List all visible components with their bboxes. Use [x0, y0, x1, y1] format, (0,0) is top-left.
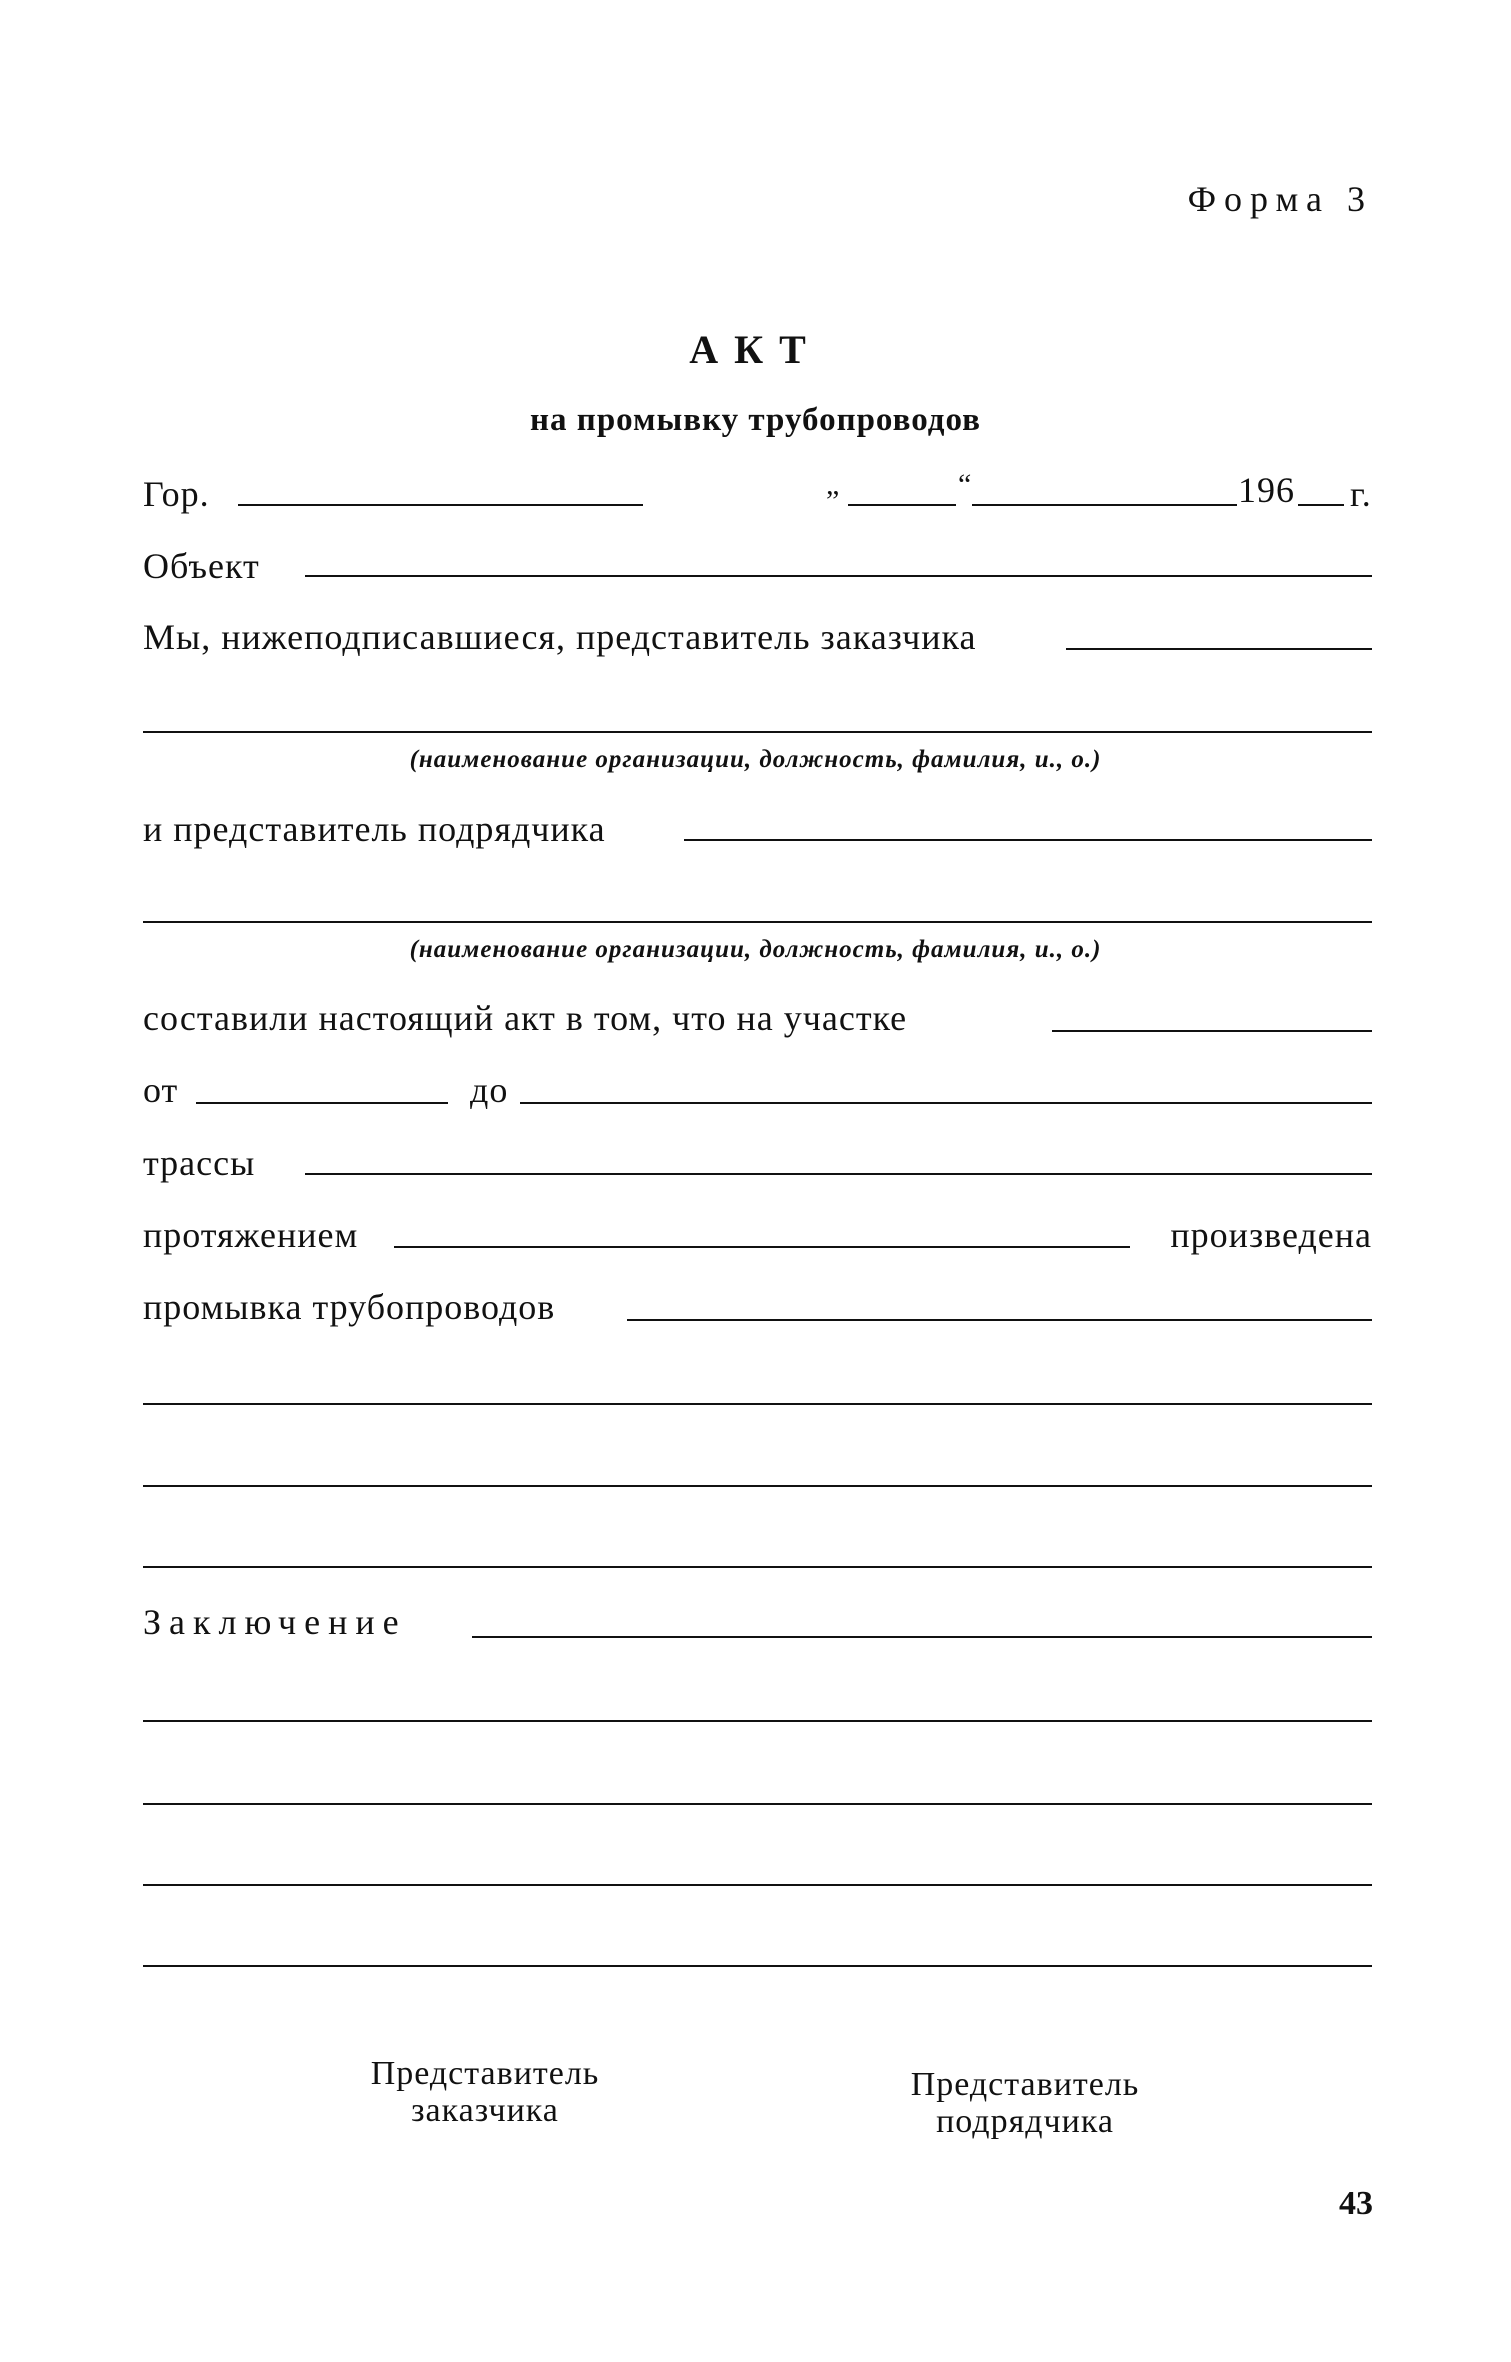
city-label: Гор.	[143, 474, 210, 514]
customer-signature-block	[330, 2055, 640, 2130]
year-suffix: г.	[1350, 474, 1372, 514]
flushing-field[interactable]	[627, 1319, 1372, 1321]
flushing-field-2[interactable]	[143, 1403, 1372, 1405]
org-caption-1: (наименование организации, должность, фамилия, и., о.)	[409, 746, 1102, 773]
form-number: Форма 3	[1187, 179, 1373, 219]
flushing-label: промывка трубопроводов	[143, 1287, 556, 1327]
document-subtitle: на промывку трубопроводов	[530, 402, 981, 438]
contractor-signature-block	[870, 2066, 1180, 2141]
route-field[interactable]	[305, 1173, 1372, 1175]
object-field[interactable]	[305, 575, 1372, 577]
page-number: 43	[1339, 2185, 1373, 2222]
customer-signature-line2: заказчика	[411, 2092, 559, 2130]
year-prefix: 196	[1238, 470, 1295, 510]
length-field[interactable]	[394, 1246, 1130, 1248]
conclusion-field-3[interactable]	[143, 1803, 1372, 1805]
date-open-quote: „	[826, 468, 841, 501]
flushing-field-4[interactable]	[143, 1566, 1372, 1568]
conclusion-field-2[interactable]	[143, 1720, 1372, 1722]
date-day-field[interactable]	[848, 504, 956, 506]
to-field[interactable]	[520, 1102, 1372, 1104]
customer-rep-field[interactable]	[1066, 648, 1372, 650]
from-label: от	[143, 1070, 179, 1110]
length-label: протяжением	[143, 1215, 359, 1255]
date-close-quote: “	[958, 468, 973, 501]
performed-label: произведена	[1170, 1215, 1372, 1255]
from-field[interactable]	[196, 1102, 448, 1104]
city-field[interactable]	[238, 504, 643, 506]
object-label: Объект	[143, 546, 260, 586]
date-month-field[interactable]	[972, 504, 1237, 506]
contractor-rep-field[interactable]	[684, 839, 1372, 841]
conclusion-label: Заключение	[143, 1602, 407, 1642]
org-caption-2: (наименование организации, должность, фамилия, и., о.)	[409, 936, 1102, 963]
conclusion-field-5[interactable]	[143, 1965, 1372, 1967]
contractor-rep-label: и представитель подрядчика	[143, 809, 606, 849]
section-label: составили настоящий акт в том, что на участке	[143, 998, 908, 1038]
conclusion-field[interactable]	[472, 1636, 1372, 1638]
customer-rep-label: Мы, нижеподписавшиеся, представитель заказчика	[143, 617, 977, 657]
contractor-signature-line2: подрядчика	[936, 2103, 1114, 2141]
customer-signature-line1: Представитель	[370, 2055, 600, 2092]
to-label: до	[470, 1070, 509, 1110]
contractor-rep-field-2[interactable]	[143, 921, 1372, 923]
flushing-field-3[interactable]	[143, 1485, 1372, 1487]
section-field[interactable]	[1052, 1030, 1372, 1032]
route-label: трассы	[143, 1143, 256, 1183]
contractor-signature-line1: Представитель	[910, 2066, 1140, 2103]
year-field[interactable]	[1298, 504, 1344, 506]
document-title: АКТ	[689, 327, 822, 372]
conclusion-field-4[interactable]	[143, 1884, 1372, 1886]
customer-rep-field-2[interactable]	[143, 731, 1372, 733]
